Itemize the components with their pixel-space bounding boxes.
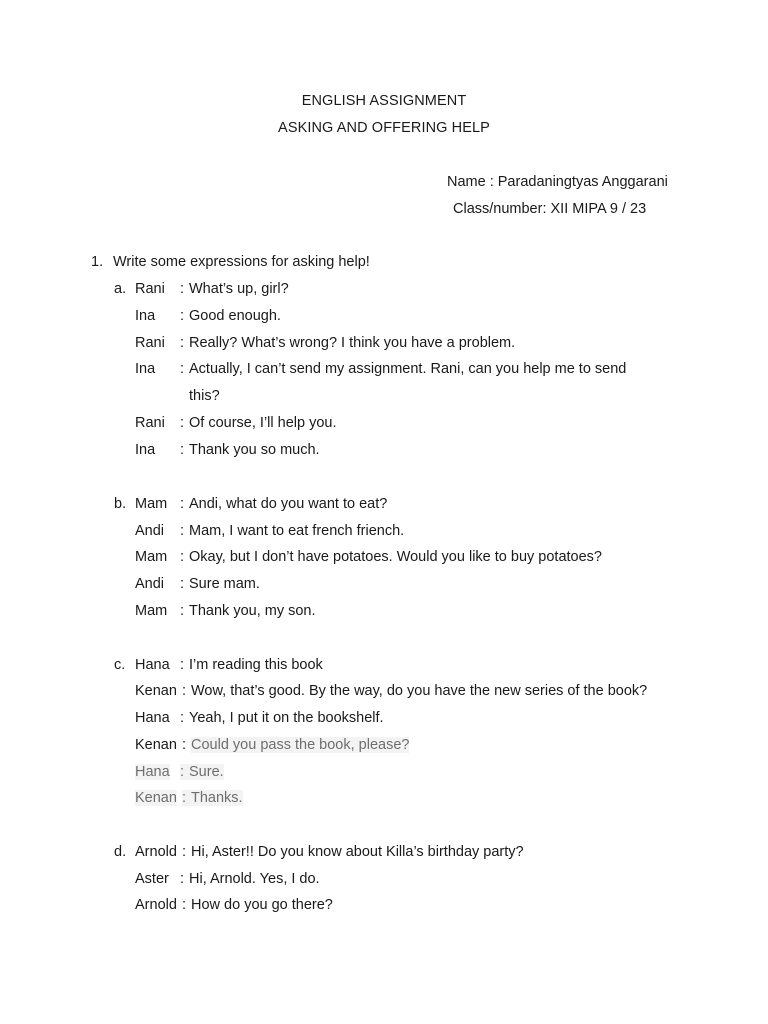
utterance: Sure.	[189, 764, 224, 780]
utterance: Thank you so much.	[189, 442, 320, 458]
dialog-letter: d.	[114, 844, 127, 860]
utterance: Could you pass the book, please?	[191, 737, 410, 753]
speaker: Ina	[135, 361, 156, 377]
utterance: Good enough.	[189, 308, 281, 324]
dialog-letter: c.	[114, 657, 126, 673]
utterance: Thanks.	[191, 790, 243, 806]
utterance: Wow, that’s good. By the way, do you have the new series of the book?	[191, 683, 648, 699]
document-page: ENGLISH ASSIGNMENT ASKING AND OFFERING HELP Name : Paradaningtyas Anggarani Class/number: XII MIPA 9 / 23 1. Write some expressions for asking help! a. Rani : What’s up, girl? Ina : Good enough. Rani : Really? What’s wrong? I think you have a problem. Ina : Actually, I can’t send my assignment. Rani, can you help me to send this? Rani : Of course, I’ll help you. Ina : Thank you so much. b. Mam : Andi, what do you want to eat? Andi : Mam, I want to eat french friench. Mam : Okay, but I don’t have potatoes. Would you like to buy potatoes? Andi : Sure mam. Mam : Thank you, my son. c. Hana : I’m reading this book Kenan : Wow, that’s good. By the way, do you have the new series of the book? Hana : Yeah, I put it on the bookshelf. Kenan : Could you pass the book, please? Hana : Sure. Kenan : Thanks. d. Arnold : Hi, Aster!! Do you know about Killa’s birthday party? Aster : Hi, Arnold. Yes, I do. Arnold : How do you go there?	[0, 0, 768, 1024]
student-name: Name : Paradaningtyas Anggarani	[447, 174, 668, 190]
utterance: Yeah, I put it on the bookshelf.	[189, 710, 384, 726]
utterance: Hi, Arnold. Yes, I do.	[189, 871, 320, 887]
speaker: Andi	[135, 576, 165, 592]
utterance: How do you go there?	[191, 897, 333, 913]
speaker: Arnold	[135, 897, 177, 913]
utterance: this?	[189, 388, 220, 404]
speaker: Kenan	[135, 790, 177, 806]
question-text: Write some expressions for asking help!	[113, 254, 370, 270]
speaker: Aster	[135, 871, 169, 887]
speaker: Kenan	[135, 683, 177, 699]
utterance: What’s up, girl?	[189, 281, 289, 297]
speaker: Hana	[135, 764, 170, 780]
document-subtitle: ASKING AND OFFERING HELP	[278, 120, 490, 136]
speaker: Arnold	[135, 844, 177, 860]
speaker: Ina	[135, 442, 156, 458]
speaker: Rani	[135, 335, 165, 351]
utterance: Okay, but I don’t have potatoes. Would you like to buy potatoes?	[189, 549, 602, 565]
utterance: Really? What’s wrong? I think you have a problem.	[189, 335, 516, 351]
utterance: Hi, Aster!! Do you know about Killa’s birthday party?	[191, 844, 524, 860]
speaker: Mam	[135, 549, 168, 565]
document-title: ENGLISH ASSIGNMENT	[301, 93, 467, 109]
utterance: Of course, I’ll help you.	[189, 415, 337, 431]
speaker: Hana	[135, 710, 170, 726]
speaker: Mam	[135, 496, 168, 512]
utterance: I’m reading this book	[189, 657, 323, 673]
utterance: Thank you, my son.	[189, 603, 316, 619]
speaker: Rani	[135, 415, 165, 431]
dialog-letter: a.	[114, 281, 127, 297]
student-class: Class/number: XII MIPA 9 / 23	[453, 201, 647, 217]
speaker: Hana	[135, 657, 170, 673]
speaker: Ina	[135, 308, 156, 324]
question-number: 1.	[91, 254, 104, 270]
utterance: Actually, I can’t send my assignment. Rani, can you help me to send	[189, 361, 627, 377]
question-1	[91, 254, 370, 270]
speaker: Kenan	[135, 737, 177, 753]
speaker: Andi	[135, 523, 165, 539]
utterance: Mam, I want to eat french friench.	[189, 523, 405, 539]
speaker: Rani	[135, 281, 165, 297]
utterance: Andi, what do you want to eat?	[189, 496, 388, 512]
utterance: Sure mam.	[189, 576, 260, 592]
speaker: Mam	[135, 603, 168, 619]
dialog-letter: b.	[114, 496, 127, 512]
